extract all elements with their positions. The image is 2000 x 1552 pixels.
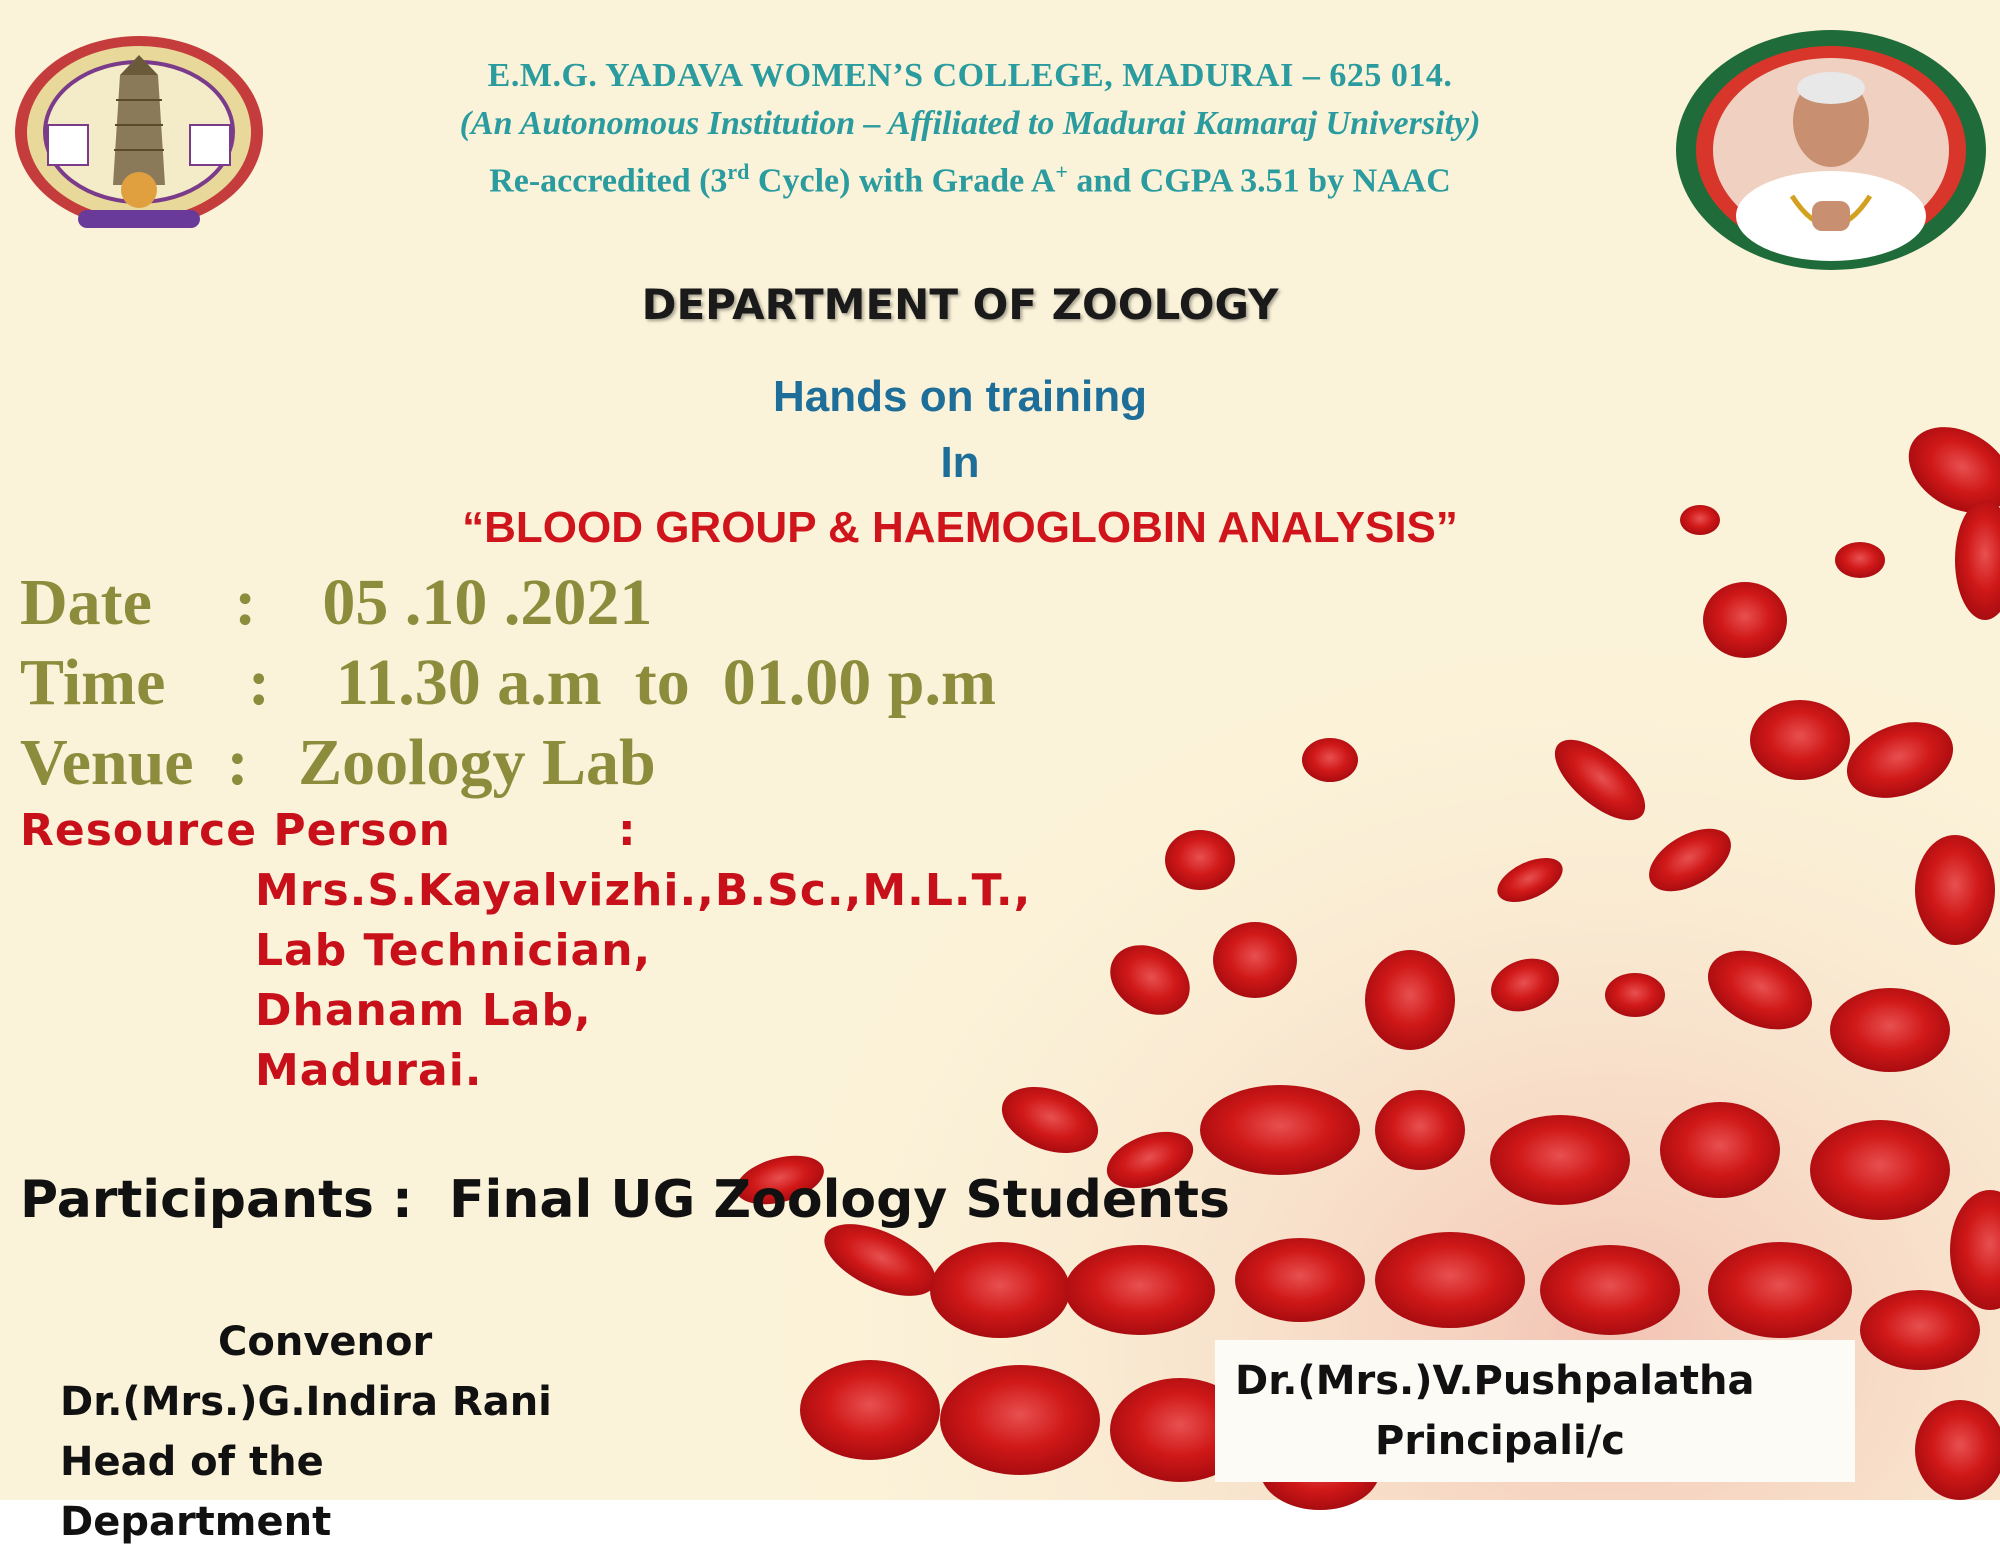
accreditation-grade-sup: +	[1055, 159, 1068, 184]
event-connector: In	[940, 438, 980, 487]
event-venue: Venue : Zoology Lab	[20, 726, 656, 799]
principal-block	[1215, 1340, 1855, 1482]
accreditation-prefix: Re-accredited (3	[489, 162, 728, 200]
principal-role: Principali/c	[1375, 1418, 1626, 1464]
college-header	[300, 52, 1640, 205]
convenor-block	[60, 1312, 580, 1552]
resource-person-name: Mrs.S.Kayalvizhi.,B.Sc.,M.L.T.,	[255, 865, 1032, 916]
resource-person-colon: :	[618, 805, 637, 856]
event-date: Date : 05 .10 .2021	[20, 566, 653, 639]
participants: Participants : Final UG Zoology Students	[20, 1170, 1230, 1230]
principal-name: Dr.(Mrs.)V.Pushpalatha	[1235, 1358, 1755, 1404]
college-name: E.M.G. YADAVA WOMEN’S COLLEGE, MADURAI – 625 014.	[487, 57, 1453, 94]
event-time: Time : 11.30 a.m to 01.00 p.m	[20, 646, 996, 719]
event-type: Hands on training	[773, 372, 1147, 421]
accreditation-sup: rd	[727, 159, 750, 184]
resource-person-label: Resource Person	[20, 805, 451, 856]
accreditation-mid: Cycle) with Grade A	[749, 162, 1056, 200]
college-temple-emblem-icon	[8, 30, 270, 235]
resource-person-city: Madurai.	[255, 1045, 483, 1096]
department-title: DEPARTMENT OF ZOOLOGY	[641, 280, 1279, 329]
resource-person-role: Lab Technician,	[255, 925, 652, 976]
founder-portrait-emblem-icon	[1672, 26, 1990, 274]
event-topic: “BLOOD GROUP & HAEMOGLOBIN ANALYSIS”	[462, 503, 1458, 552]
college-affiliation: (An Autonomous Institution – Affiliated to Madurai Kamaraj University)	[459, 105, 1481, 142]
college-accreditation	[300, 148, 1640, 205]
convenor-name: Dr.(Mrs.)G.Indira Rani	[60, 1379, 552, 1425]
accreditation-suffix: and CGPA 3.51 by NAAC	[1067, 162, 1451, 200]
resource-person-lab: Dhanam Lab,	[255, 985, 592, 1036]
convenor-title: Convenor	[218, 1319, 433, 1365]
convenor-role: Head of the Department	[60, 1439, 332, 1545]
